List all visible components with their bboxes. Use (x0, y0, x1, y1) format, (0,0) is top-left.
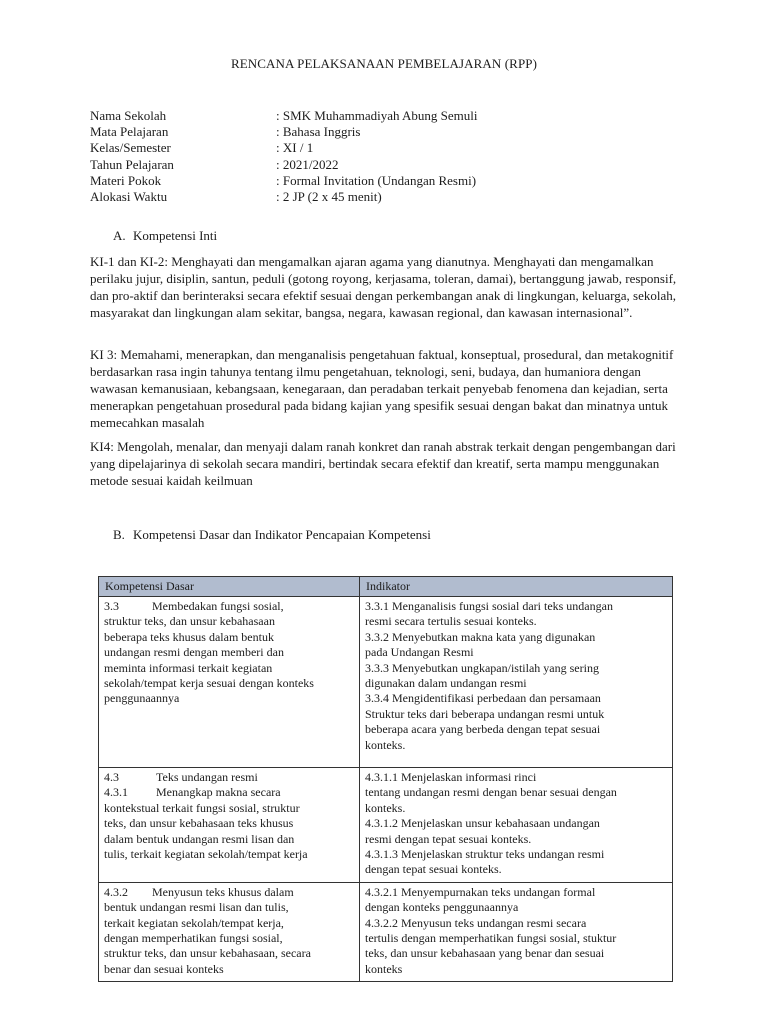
kd-line: tulis, terkait kegiatan sekolah/tempat kerja (104, 847, 308, 862)
kd-cell (99, 882, 360, 981)
kd-line: bentuk undangan resmi lisan dan tulis, (104, 900, 289, 915)
indicator-line: 4.3.1.2 Menjelaskan unsur kebahasaan undangan (365, 816, 600, 831)
kd-line: undangan resmi dengan memberi dan (104, 645, 284, 660)
indicator-line: 3.3.2 Menyebutkan makna kata yang digunakan (365, 629, 596, 644)
section-a-heading (113, 228, 217, 244)
kd-line: sekolah/tempat kerja sesuai dengan konteks (104, 676, 314, 691)
section-b-title: Kompetensi Dasar dan Indikator Pencapaian Kompetensi (133, 527, 431, 542)
indicator-cell (360, 882, 673, 981)
indicator-cell (360, 768, 673, 883)
identity-value: : 2021/2022 (276, 156, 339, 172)
kd-line: dalam bentuk undangan resmi lisan dan (104, 831, 295, 846)
identity-row-class (90, 140, 478, 156)
kd-number: 4.3.1 (104, 785, 128, 800)
indicator-line: 4.3.1.3 Menjelaskan struktur teks undangan resmi (365, 847, 605, 862)
kd-line: meminta informasi terkait kegiatan (104, 660, 273, 675)
identity-row-year (90, 157, 478, 173)
kd-line: Teks undangan resmi (156, 770, 258, 784)
indicator-line: 3.3.4 Mengidentifikasi perbedaan dan persamaan (365, 691, 601, 706)
identity-row-topic (90, 173, 478, 189)
kd-line: struktur teks, dan unsur kebahasaan, secara (104, 946, 311, 961)
identity-label: Mata Pelajaran (90, 124, 169, 140)
indicator-line: konteks (365, 961, 403, 976)
kd-cell (99, 597, 360, 768)
section-a-title: Kompetensi Inti (133, 228, 218, 243)
identity-block (90, 108, 478, 205)
section-b-letter: B. (113, 527, 125, 542)
indicator-line: teks, dan unsur kebahasaan yang benar dan sesuai (365, 946, 605, 961)
indicator-line: pada Undangan Resmi (365, 645, 474, 660)
indicator-line: tentang undangan resmi dengan benar sesuai dengan (365, 785, 617, 800)
identity-label: Tahun Pelajaran (90, 156, 174, 172)
kd-number: 4.3.2 (104, 884, 128, 899)
indicator-line: 4.3.2.1 Menyempurnakan teks undangan formal (365, 884, 596, 899)
indicator-line: tertulis dengan memperhatikan fungsi sosial, stuktur (365, 931, 617, 946)
kd-line: kontekstual terkait fungsi sosial, struktur (104, 800, 300, 815)
header-indikator: Indikator (360, 577, 673, 597)
kd-line: teks, dan unsur kebahasaan teks khusus (104, 816, 294, 831)
table-header-row (99, 577, 673, 597)
kd-line: struktur teks, dan unsur kebahasaan (104, 614, 275, 629)
indicator-line: 3.3.1 Menganalisis fungsi sosial dari teks undangan (365, 599, 613, 613)
kd-number: 4.3 (104, 770, 119, 784)
identity-value: : Bahasa Inggris (276, 124, 361, 140)
kd-line: terkait kegiatan sekolah/tempat kerja, (104, 915, 284, 930)
indicator-line: 4.3.2.2 Menyusun teks undangan resmi secara (365, 915, 587, 930)
kd-line: Membedakan fungsi sosial, (152, 599, 284, 613)
ki-1-2-paragraph: KI-1 dan KI-2: Menghayati dan mengamalkan ajaran agama yang dianutnya. Menghayati dan mengamalkan perilaku jujur, disiplin, santun, peduli (gotong royong, kerjasama, toleran, damai), bertanggung jawab, responsif, dan pro-aktif dan berinteraksi secara efektif sesuai dengan perkembangan anak di lingkungan, keluarga, sekolah, masyarakat dan lingkungan alam sekitar, bangsa, negara, kawasan regional, dan kawasan internasional”. (90, 254, 677, 320)
identity-value: : Formal Invitation (Undangan Resmi) (276, 172, 477, 188)
identity-value: : SMK Muhammadiyah Abung Semuli (276, 108, 478, 123)
indicator-cell (360, 597, 673, 768)
ki-3-paragraph: KI 3: Memahami, menerapkan, dan menganalisis pengetahuan faktual, konseptual, prosedural, dan metakognitif berdasarkan rasa ingin tahunya tentang ilmu pengetahuan, teknologi, seni, budaya, dan humaniora dengan wawasan kemanusiaan, kebangsaan, kenegaraan, dan peradaban terkait penyebab fenomena dan kejadian, serta menerapkan pengetahuan prosedural pada bidang kajian yang spesifik sesuai dengan bakat dan minatnya untuk memecahkan masalah (90, 347, 674, 430)
kd-line: beberapa teks khusus dalam bentuk (104, 629, 274, 644)
indicator-line: dengan konteks penggunaannya (365, 900, 519, 915)
identity-row-school (90, 108, 478, 124)
indicator-line: resmi dengan tepat sesuai konteks. (365, 831, 532, 846)
indicator-line: konteks. (365, 800, 406, 815)
indicator-line: konteks. (365, 737, 406, 752)
kd-line: penggunaannya (104, 691, 180, 706)
identity-label: Nama Sekolah (90, 108, 167, 123)
indicator-line: beberapa acara yang berbeda dengan tepat sesuai (365, 722, 601, 737)
identity-label: Kelas/Semester (90, 140, 171, 156)
ki-4-paragraph: KI4: Mengolah, menalar, dan menyaji dalam ranah konkret dan ranah abstrak terkait dengan pengembangan dari yang dipelajarinya di sekolah secara mandiri, bertindak secara efektif dan kreatif, serta mampu menggunakan metode sesuai kaidah keilmuan (90, 439, 676, 488)
identity-label: Materi Pokok (90, 172, 162, 188)
indicator-line: digunakan dalam undangan resmi (365, 676, 527, 691)
section-b-heading (113, 527, 431, 543)
indicator-line: 4.3.1.1 Menjelaskan informasi rinci (365, 770, 537, 784)
indicator-line: dengan tepat sesuai konteks. (365, 862, 502, 877)
identity-value: : XI / 1 (276, 140, 314, 156)
section-a-letter: A. (113, 228, 126, 243)
kd-line: benar dan sesuai konteks (104, 961, 224, 976)
table-row (99, 597, 673, 768)
kd-line: Menangkap makna secara (156, 785, 281, 800)
identity-value: : 2 JP (2 x 45 menit) (276, 188, 382, 204)
kd-line: dengan memperhatikan fungsi sosial, (104, 931, 283, 946)
competency-table (98, 576, 673, 982)
kd-cell (99, 768, 360, 883)
header-kompetensi-dasar: Kompetensi Dasar (99, 577, 360, 597)
kd-number: 3.3 (104, 599, 119, 613)
kd-line: Menyusun teks khusus dalam (152, 884, 294, 899)
indicator-line: resmi secara tertulis sesuai konteks. (365, 614, 537, 629)
identity-label: Alokasi Waktu (90, 188, 168, 204)
table-row (99, 882, 673, 981)
table-row (99, 768, 673, 883)
document-title: RENCANA PELAKSANAAN PEMBELAJARAN (RPP) (230, 56, 538, 71)
identity-row-subject (90, 124, 478, 140)
indicator-line: 3.3.3 Menyebutkan ungkapan/istilah yang sering (365, 660, 599, 675)
identity-row-time (90, 189, 478, 205)
indicator-line: Struktur teks dari beberapa undangan resmi untuk (365, 706, 605, 721)
